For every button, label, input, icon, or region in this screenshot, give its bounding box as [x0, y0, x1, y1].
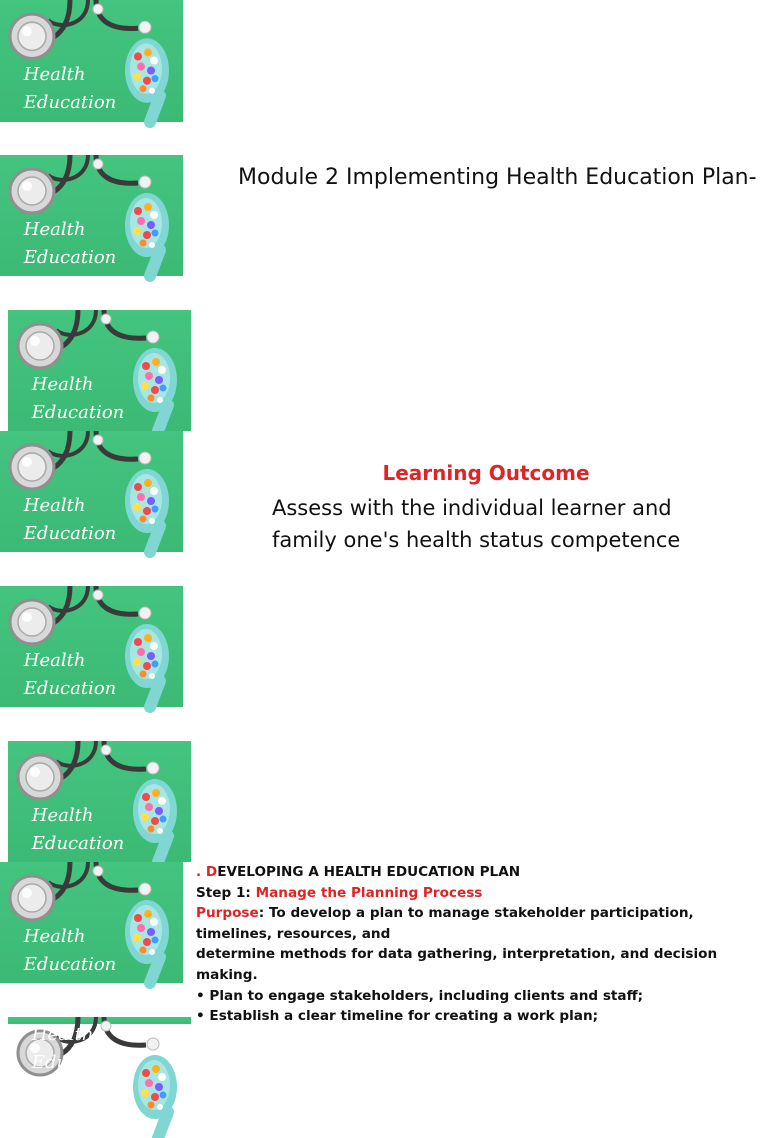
caption-line-health: Health [23, 218, 86, 240]
health-education-thumbnail [0, 155, 183, 276]
heading-first-letter: D [205, 864, 218, 880]
health-education-thumbnail [8, 741, 191, 862]
health-education-thumbnail [0, 586, 183, 707]
learning-outcome-line-1: Assess with the individual learner and [272, 496, 672, 520]
caption-line-education: Education [23, 92, 117, 113]
purpose-line-determine: determine methods for data gathering, interpretation, and decision [196, 946, 718, 963]
caption-line-health: Health [31, 1023, 94, 1045]
plan-section [196, 862, 736, 1027]
heading-dot: . [196, 864, 206, 880]
caption-line-education: Education [31, 832, 125, 854]
thumbnail-caption [24, 216, 117, 272]
caption-line-health: Health [31, 804, 94, 826]
caption-line-education: Education [23, 246, 117, 268]
caption-line-education: Education [23, 953, 117, 975]
bullet-establish-timeline: • Establish a clear timeline for creating a work plan; [196, 1008, 599, 1025]
health-education-thumbnail [8, 1017, 191, 1073]
purpose-text: : To develop a plan to manage stakeholder participation, [258, 905, 694, 922]
step-title: Manage the Planning Process [255, 884, 483, 901]
caption-line-health: Health [23, 494, 86, 516]
purpose-label: Purpose [196, 905, 259, 922]
heading-rest: EVELOPING A HEALTH EDUCATION PLAN [217, 864, 521, 880]
step-line [196, 883, 736, 904]
health-education-thumbnail [0, 431, 183, 552]
thumbnail-caption [32, 1021, 125, 1077]
module-title: Module 2 Implementing Health Education Plan- [238, 165, 757, 190]
thumbnail-caption [32, 371, 125, 427]
thumbnail-caption [32, 802, 125, 858]
caption-line-health: Health [31, 373, 94, 395]
health-education-thumbnail [8, 310, 191, 431]
thumbnail-caption [24, 647, 117, 703]
health-education-thumbnail [0, 0, 183, 122]
learning-outcome-heading: Learning Outcome [382, 461, 590, 485]
caption-line-health: Health [23, 64, 86, 85]
caption-line-education: Education [31, 1051, 125, 1073]
bullet-engage-stakeholders: • Plan to engage stakeholders, including clients and staff; [196, 987, 644, 1004]
plan-heading [196, 862, 736, 883]
caption-line-education: Education [23, 677, 117, 699]
step-label: Step 1: [196, 884, 256, 901]
caption-line-education: Education [31, 401, 125, 423]
caption-line-education: Education [23, 522, 117, 544]
purpose-line [196, 903, 736, 924]
health-education-thumbnail [0, 862, 183, 983]
thumbnail-caption [24, 923, 117, 979]
purpose-line-timelines: timelines, resources, and [196, 925, 391, 942]
learning-outcome-line-2: family one's health status competence [272, 528, 681, 552]
thumbnail-caption [24, 61, 117, 117]
caption-line-health: Health [23, 925, 86, 947]
caption-line-health: Health [23, 649, 86, 671]
purpose-line-making: making. [196, 966, 258, 983]
learning-outcome-text [272, 492, 700, 556]
thumbnail-caption [24, 492, 117, 548]
